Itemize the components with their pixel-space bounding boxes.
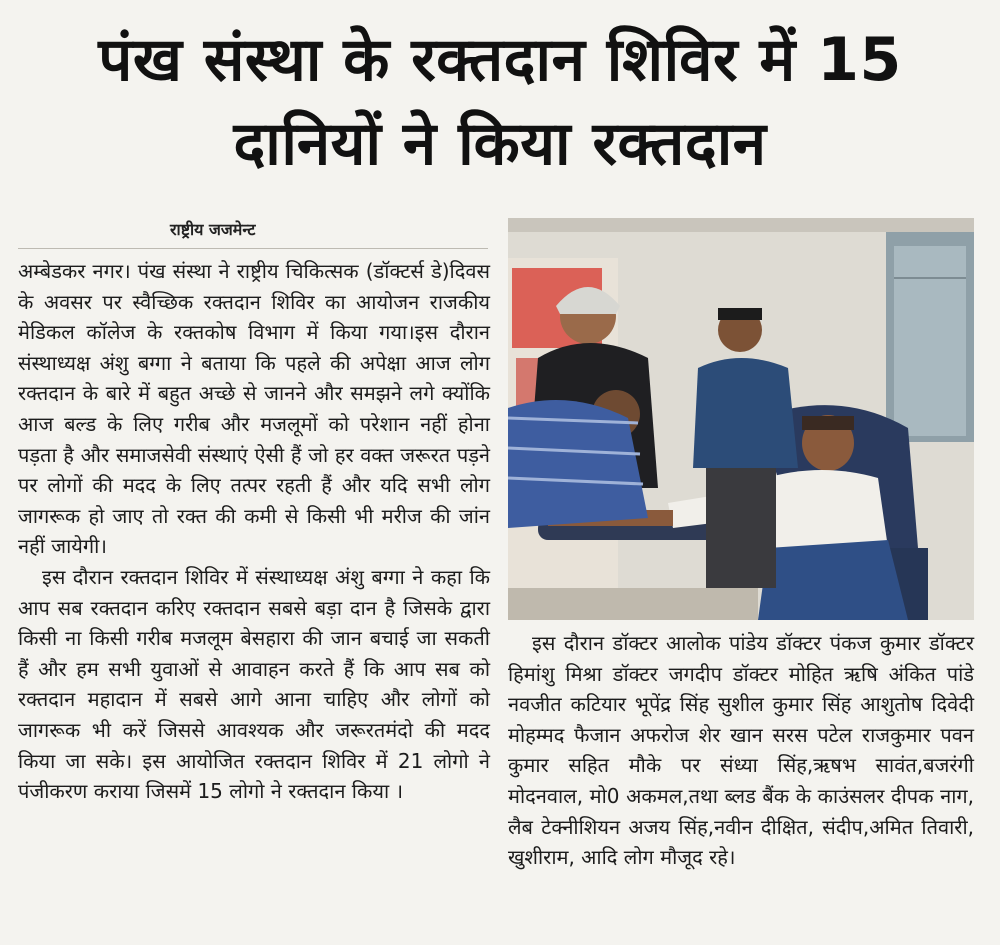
headline-line-2: दानियों ने किया रक्तदान	[233, 109, 767, 179]
right-column	[508, 628, 974, 873]
byline-divider	[18, 248, 488, 249]
photo-illustration	[508, 218, 974, 620]
article-photo	[508, 218, 974, 620]
byline: राष्ट्रीय जजमेन्ट	[170, 220, 256, 239]
headline-line-1: पंख संस्था के रक्तदान शिविर में 15	[98, 25, 902, 95]
left-column	[18, 256, 490, 807]
paragraph-2: इस दौरान रक्तदान शिविर में संस्थाध्यक्ष अंशु बग्गा ने कहा कि आप सब रक्तदान करिए रक्तदान सबसे बड़ा दान है जिसके द्वारा किसी ना किसी गरीब मजलूम बेसहारा की जान बचाई जा सकती हैं और हम सभी युवाओं से आवाहन करते हैं कि आप सब को रक्तदान महादान में सबसे आगे आना चाहिए और लोगों को जागरूक भी करें जिससे आवश्यक और जरूरतमंदो की मदद किया जा सके। इस आयोजित रक्तदान शिविर में 21 लोगो ने पंजीकरण कराया जिसमें 15 लोगो ने रक्तदान किया ।	[18, 564, 490, 804]
headline	[0, 18, 1000, 186]
paragraph-3: इस दौरान डॉक्टर आलोक पांडेय डॉक्टर पंकज कुमार डॉक्टर हिमांशु मिश्रा डॉक्टर जगदीप डॉक्टर मोहित ऋषि अंकित पांडे नवजीत कटियार भूपेंद्र सिंह सुशील कुमार सिंह आशुतोष दिवेदी मोहम्मद फैजान अफरोज शेर खान सरस पटेल राजकुमार पवन कुमार सहित मौके पर संध्या सिंह,ऋषभ सावंत,बजरंगी मोदनवाल, मो0 अकमल,तथा ब्लड बैंक के काउंसलर दीपक नाग, लैब टेक्नीशियन अजय सिंह,नवीन दीक्षित, संदीप,अमित तिवारी, खुशीराम, आदि लोग मौजूद रहे।	[508, 631, 974, 870]
paragraph-1: अम्बेडकर नगर। पंख संस्था ने राष्ट्रीय चिकित्सक (डॉक्टर्स डे)दिवस के अवसर पर स्वैच्छिक रक्तदान शिविर का आयोजन राजकीय मेडिकल कॉलेज के रक्तकोष विभाग में किया गया।इस दौरान संस्थाध्यक्ष अंशु बग्गा ने बताया कि पहले की अपेक्षा आज लोग रक्तदान के बारे में बहुत अच्छे से जानने और समझने लगे क्योंकि आज बल्ड के लिए गरीब और मजलूमों को परेशान नहीं होना पड़ता है और समाजसेवी संस्थाएं ऐसी हैं जो हर वक्त जरूरत पड़ने पर लोगों की मदद के लिए तत्पर रहती हैं और यदि सभी लोग जागरूक हो जाए तो रक्त की कमी से किसी भी मरीज की जांन नहीं जायेगी।	[18, 259, 490, 559]
